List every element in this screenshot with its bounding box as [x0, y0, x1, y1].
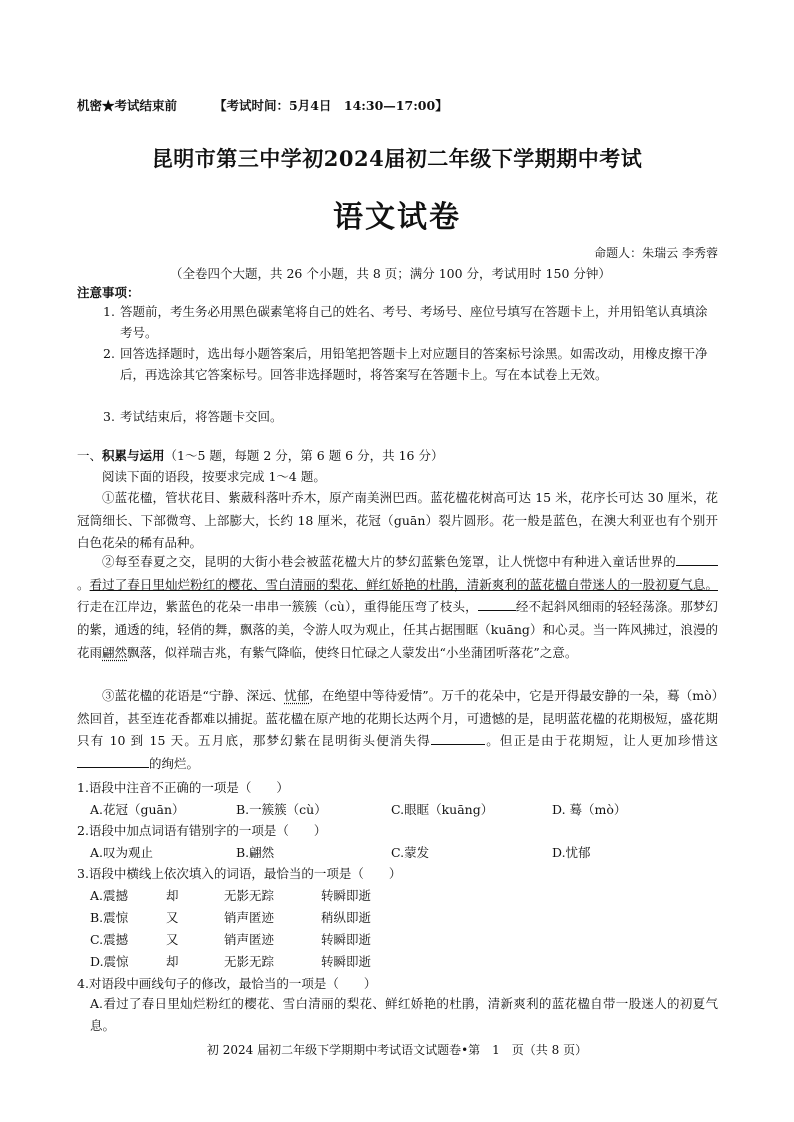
- option-row-cell: 却: [166, 888, 179, 903]
- passage-text: 经不起斜风细雨的轻轻荡涤。那梦幻的紫，通透的纯，轻俏的舞，飘落的美，令游人叹为观止，任其占据围眶（kuāng）和心灵。当一阵风拂过，浪漫的花雨: [77, 599, 718, 660]
- question-stem: 1.语段中注音不正确的一项是（ ）: [77, 780, 289, 795]
- authors: 命题人：朱瑞云 李秀蓉: [594, 246, 718, 260]
- passage-text: 的绚烂。: [149, 756, 200, 772]
- passage-text: 行走在江岸边，紫蓝色的花朵一串串一簇簇（cù），重得能压弯了枝头，: [77, 599, 478, 615]
- option-row-cell: A.震撼: [90, 888, 129, 903]
- passage-paragraph-2: [77, 551, 718, 665]
- option-row-cell: 销声匿迹: [224, 932, 275, 947]
- notice-item: [103, 343, 717, 385]
- notice-heading: 注意事项：: [77, 285, 140, 300]
- question-stem: 2.语段中加点词语有错别字的一项是（ ）: [77, 823, 327, 838]
- option-row-cell: 又: [166, 932, 179, 947]
- notice-text: 答题前，考生务必用黑色碳素笔将自己的姓名、考号、考场号、座位号填写在答题卡上，并用铅笔认真填涂考号。: [120, 304, 708, 340]
- dotted-word: 忧郁: [284, 688, 310, 703]
- option: C.眼眶（kuāng）: [391, 802, 494, 817]
- dotted-word: 翩然: [102, 644, 128, 660]
- option-row-cell: 无影无踪: [224, 888, 275, 903]
- option-row-cell: 稍纵即逝: [321, 910, 372, 925]
- question-stem: 4.对语段中画线句子的修改，最恰当的一项是（ ）: [77, 976, 377, 991]
- section-name: 积累与运用: [102, 448, 165, 463]
- option-row-cell: 转瞬即逝: [321, 932, 372, 947]
- passage-text: 。: [77, 576, 90, 592]
- exam-overview: （全卷四个大题，共 26 个小题，共 8 页；满分 100 分，考试用时 150 分钟）: [170, 266, 611, 281]
- notice-text: 回答选择题时，选出每小题答案后，用铅笔把答题卡上对应题目的答案标号涂黑。如需改动，用橡皮擦干净后，再选涂其它答案标号。回答非选择题时，将答案写在答题卡上。写在本试卷上无效。: [120, 346, 708, 382]
- option: C.蒙发: [391, 845, 430, 860]
- option-row-cell: 又: [166, 910, 179, 925]
- exam-time: 【考试时间：5月4日 14:30—17:00】: [214, 98, 448, 113]
- page-title: 昆明市第三中学初2024届初二年级下学期期中考试: [151, 146, 643, 171]
- option-row-cell: 转瞬即逝: [321, 888, 372, 903]
- page-footer: 初 2024 届初二年级下学期期中考试语文试题卷•第 1 页（共 8 页）: [206, 1043, 588, 1057]
- notice-num: 3.: [103, 409, 115, 424]
- option-row-cell: 销声匿迹: [224, 910, 275, 925]
- option-row-cell: 转瞬即逝: [321, 954, 372, 969]
- passage-text: 。但正是由于花期短，让人更加珍惜这: [485, 733, 718, 749]
- answer-blank: [478, 598, 516, 611]
- option-row-cell: B.震惊: [90, 910, 129, 925]
- option-row-cell: D.震惊: [90, 954, 129, 969]
- section-label: 一、: [77, 448, 103, 463]
- option: B.一簇簇（cù）: [236, 802, 327, 817]
- passage-paragraph-3: [77, 685, 718, 776]
- notice-num: 1.: [103, 304, 115, 319]
- passage-text: ，在绝望中等待爱情”。万千的花朵中，它是开得最安静的一朵，蓦（mò）然回首，甚至连花香都难以捕捉。蓝花楹在原产地的花期长达两个月，可遗憾的是，昆明蓝花楹的花期极短，盛花期只有 10 到 15 天。五月底，那梦幻紫在昆明街头便消失得: [77, 688, 718, 749]
- option: A.看过了春日里灿烂粉红的樱花、雪白清丽的梨花、鲜红娇艳的杜鹃，清新爽利的蓝花楹自带一股迷人的初夏气息。: [90, 996, 718, 1033]
- answer-blank: [431, 732, 485, 745]
- notice-num: 2.: [103, 346, 115, 361]
- passage-text: ②每至春夏之交，昆明的大街小巷会被蓝花楹大片的梦幻蓝紫色笼罩，让人恍惚中有种进入童话世界的: [102, 554, 676, 569]
- underlined-sentence: 看过了春日里灿烂粉红的樱花、雪白清丽的梨花、鲜红娇艳的杜鹃，清新爽利的蓝花楹自带迷人的一股初夏气息。: [89, 576, 718, 592]
- section-desc: （1～5 题，每题 2 分，第 6 题 6 分，共 16 分）: [164, 448, 444, 463]
- option: B.翩然: [236, 845, 275, 860]
- passage-text: ③蓝花楹的花语是“宁静、深远、: [102, 688, 285, 703]
- option: D. 蓦（mò）: [552, 802, 627, 817]
- notice-item: [103, 301, 717, 343]
- section-heading: [77, 446, 443, 464]
- page-subtitle: 语文试卷: [333, 200, 461, 235]
- option: D.忧郁: [552, 845, 591, 860]
- answer-blank: [676, 553, 718, 566]
- option-row-cell: 却: [166, 954, 179, 969]
- passage-paragraph-1: ①蓝花楹，管状花目、紫葳科落叶乔木，原产南美洲巴西。蓝花楹花树高可达 15 米，花序长可达 30 厘米，花冠筒细长、下部微弯、上部膨大，长约 18 厘米，花冠（guān）裂片圆形。花一般是蓝色，在澳大利亚也有个别开白色花朵的稀有品种。: [77, 490, 718, 551]
- notice-text: 考试结束后，将答题卡交回。: [120, 409, 283, 424]
- reading-instruction: 阅读下面的语段，按要求完成 1～4 题。: [102, 469, 326, 484]
- passage-text: 飘落，似祥瑞吉兆，有紫气降临，使终日忙碌之人蒙发出“小坐蒲团听落花”之意。: [127, 644, 578, 660]
- question-stem: 3.语段中横线上依次填入的词语，最恰当的一项是（ ）: [77, 866, 402, 881]
- confidential-label: 机密★考试结束前: [77, 98, 178, 113]
- option: A.花冠（guān）: [90, 802, 185, 817]
- notice-item: [103, 406, 717, 427]
- answer-blank: [77, 755, 149, 768]
- option: A.叹为观止: [90, 845, 154, 860]
- option-row-cell: C.震撼: [90, 932, 129, 947]
- option-row-cell: 无影无踪: [224, 954, 275, 969]
